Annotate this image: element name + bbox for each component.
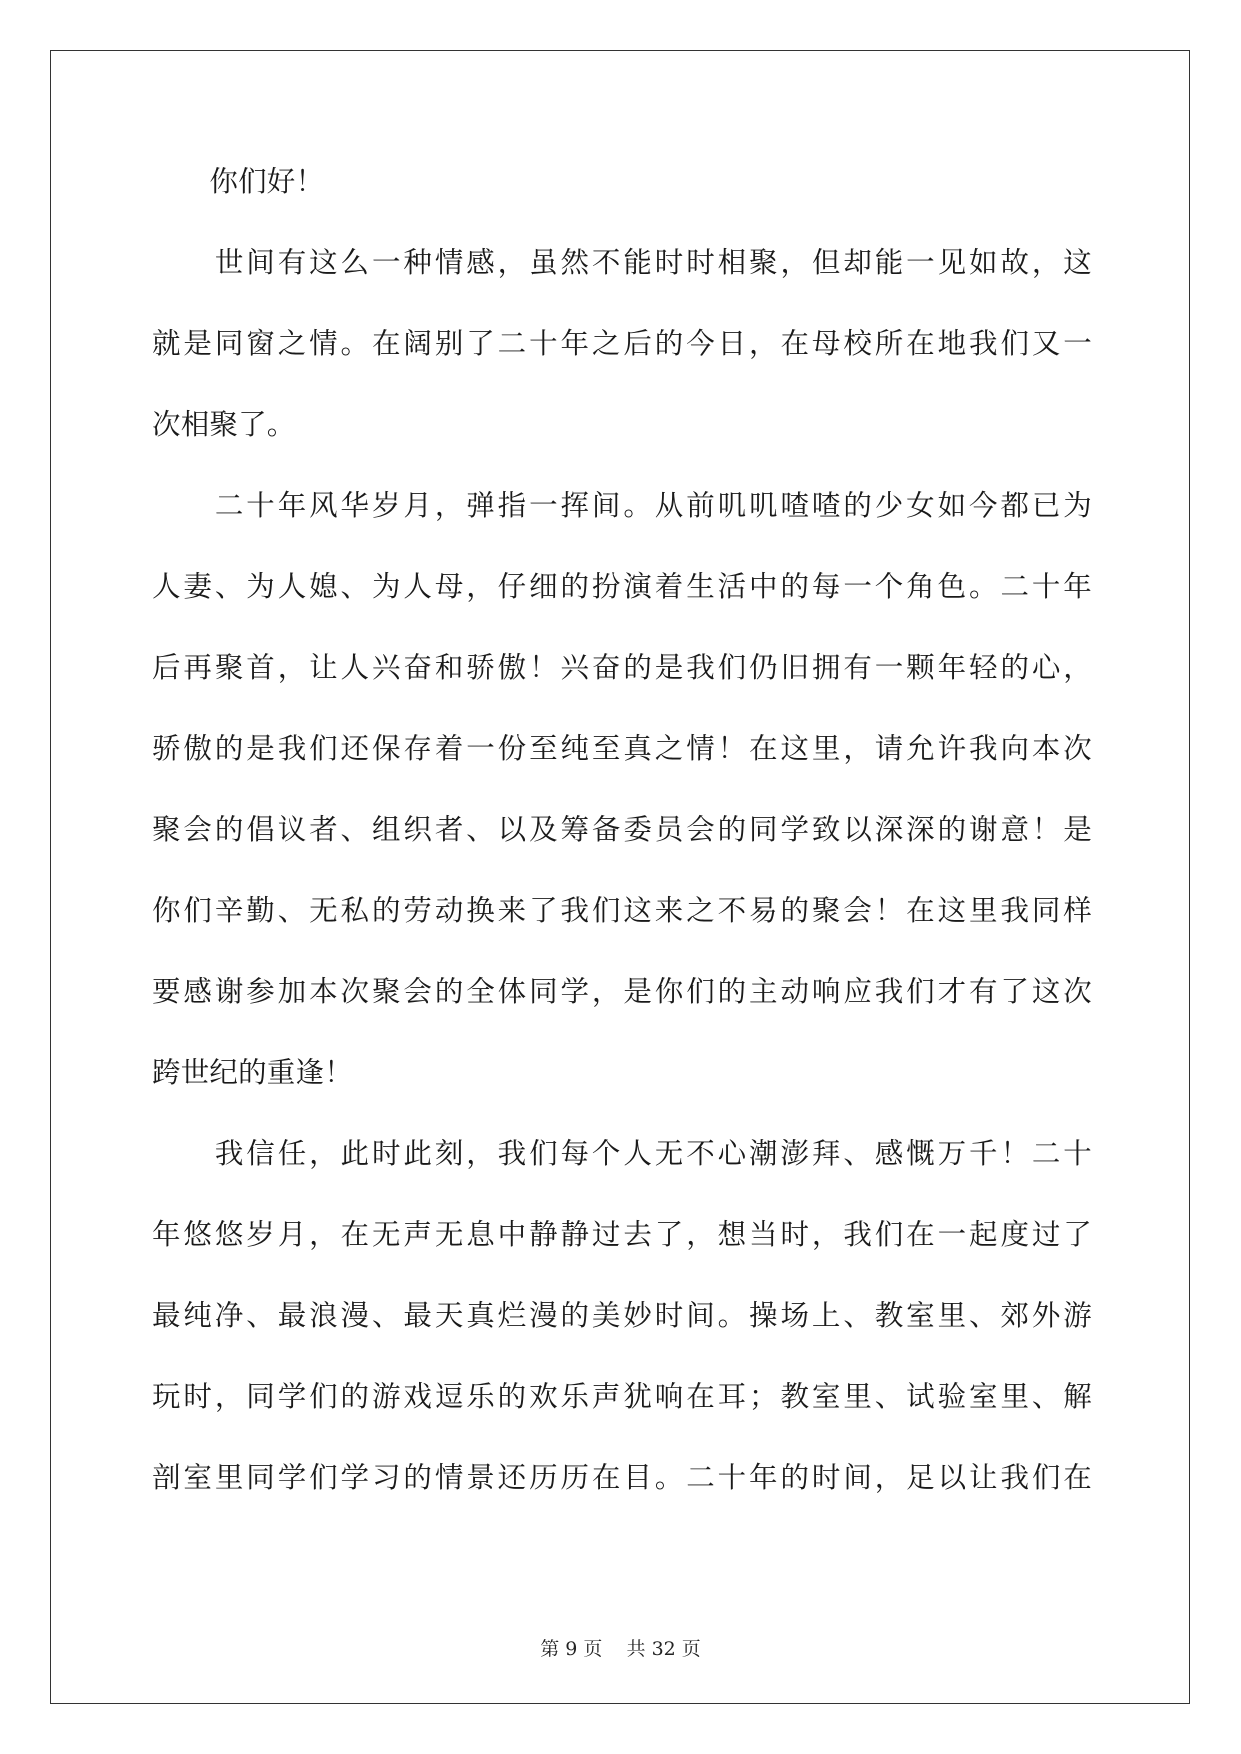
paragraph-line: 骄傲的是我们还保存着一份至纯至真之情！在这里，请允许我向本次: [152, 732, 1092, 765]
paragraph-line: 二十年风华岁月，弹指一挥间。从前叽叽喳喳的少女如今都已为: [152, 489, 1092, 522]
paragraph-line: 次相聚了。: [152, 408, 296, 441]
paragraph-line: 聚会的倡议者、组织者、以及筹备委员会的同学致以深深的谢意！是: [152, 813, 1092, 846]
page-total: 共 32 页: [626, 1638, 701, 1660]
paragraph-line: 就是同窗之情。在阔别了二十年之后的今日，在母校所在地我们又一: [152, 327, 1092, 360]
paragraph-line: 你们好！: [152, 165, 325, 198]
paragraph-line: 人妻、为人媳、为人母，仔细的扮演着生活中的每一个角色。二十年: [152, 570, 1092, 603]
paragraph-line: 剖室里同学们学习的情景还历历在目。二十年的时间，足以让我们在: [152, 1461, 1092, 1494]
paragraph-line: 最纯净、最浪漫、最天真烂漫的美妙时间。操场上、教室里、郊外游: [152, 1299, 1092, 1332]
page-border: [50, 50, 1190, 1704]
page-number: 第 9 页: [540, 1638, 603, 1660]
paragraph-line: 跨世纪的重逢！: [152, 1056, 353, 1089]
paragraph-line: 世间有这么一种情感，虽然不能时时相聚，但却能一见如故，这: [152, 246, 1092, 279]
paragraph-line: 玩时，同学们的游戏逗乐的欢乐声犹响在耳；教室里、试验室里、解: [152, 1380, 1092, 1413]
paragraph-line: 年悠悠岁月，在无声无息中静静过去了，想当时，我们在一起度过了: [152, 1218, 1092, 1251]
paragraph-line: 我信任，此时此刻，我们每个人无不心潮澎拜、感慨万千！二十: [152, 1137, 1092, 1170]
paragraph-line: 后再聚首，让人兴奋和骄傲！兴奋的是我们仍旧拥有一颗年轻的心，: [152, 651, 1092, 684]
page-footer: [0, 1634, 1241, 1661]
paragraph-line: 要感谢参加本次聚会的全体同学，是你们的主动响应我们才有了这次: [152, 975, 1092, 1008]
paragraph-line: 你们辛勤、无私的劳动换来了我们这来之不易的聚会！在这里我同样: [152, 894, 1092, 927]
